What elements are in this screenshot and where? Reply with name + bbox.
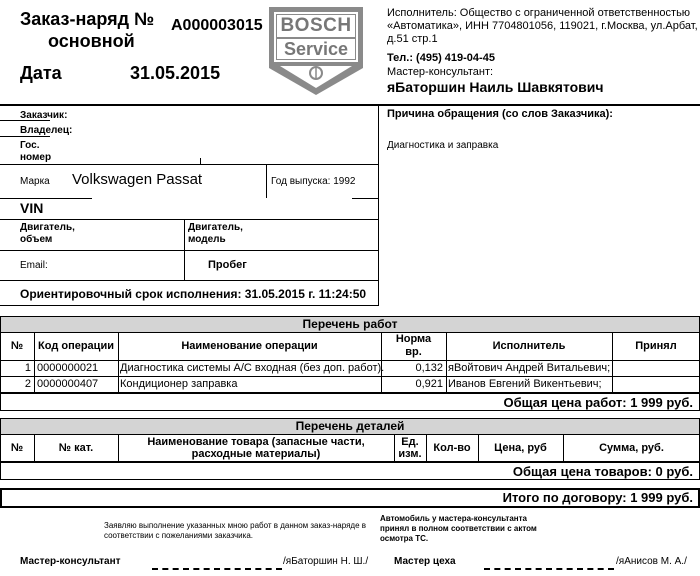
acceptance-line2: принял в полном соответствии с актом bbox=[380, 524, 537, 533]
logo-brand: BOSCH bbox=[280, 15, 352, 36]
owner-underline bbox=[0, 136, 50, 137]
master-sign-name: /яБаторшин Н. Ш./ bbox=[283, 556, 369, 567]
master-sign-label: Мастер-консультант bbox=[20, 556, 121, 567]
order-title: Заказ-наряд № bbox=[20, 9, 155, 29]
engine-model-label: Двигатель, bbox=[188, 222, 243, 233]
customer-label: Заказчик: bbox=[20, 110, 68, 121]
mileage-label: Пробег bbox=[208, 259, 247, 271]
vin-line-right bbox=[352, 198, 379, 199]
tick bbox=[200, 158, 201, 164]
works-header-norm: Норма bbox=[395, 333, 432, 345]
parts-header-sum: Сумма, руб. bbox=[599, 442, 664, 454]
email-label: Email: bbox=[20, 260, 48, 271]
master-sign-line bbox=[152, 568, 282, 570]
works-row1-line bbox=[0, 376, 700, 377]
acceptance-line1: Автомобиль у мастера-консультанта bbox=[380, 514, 527, 523]
works-row-executor: Иванов Евгений Викентьевич; bbox=[448, 378, 602, 390]
works-row2-line bbox=[0, 392, 700, 394]
reason-label: Причина обращения (со слов Заказчика): bbox=[387, 108, 613, 120]
works-header-accepted: Принял bbox=[635, 340, 677, 352]
contractor-line1: Исполнитель: Общество с ограниченной ответственностью bbox=[387, 7, 691, 19]
master-label: Мастер-консультант: bbox=[387, 66, 494, 78]
date-value: 31.05.2015 bbox=[130, 63, 221, 83]
works-row-code: 0000000407 bbox=[37, 378, 99, 390]
order-type: основной bbox=[48, 31, 135, 51]
parts-header-unit: Ед. bbox=[401, 436, 419, 448]
parts-header-unit-2: изм. bbox=[398, 448, 422, 460]
workshop-sign-line bbox=[484, 568, 614, 570]
date-label: Дата bbox=[20, 63, 62, 83]
plate-label-2: номер bbox=[20, 152, 52, 163]
works-header-num: № bbox=[10, 340, 24, 352]
vin-bottom-line bbox=[0, 219, 379, 220]
email-bottom-line bbox=[0, 280, 379, 281]
works-title: Перечень работ bbox=[302, 317, 398, 331]
parts-header-num: № bbox=[10, 442, 24, 454]
works-total: Общая цена работ: 1 999 руб. bbox=[503, 395, 693, 410]
contractor-line3: д.51 стр.1 bbox=[387, 33, 438, 45]
works-row-norm: 0,132 bbox=[415, 362, 443, 374]
vin-label: VIN bbox=[20, 200, 44, 216]
engine-model-label-2: модель bbox=[188, 234, 226, 245]
deadline: Ориентировочный срок исполнения: 31.05.2015 г. 11:24:50 bbox=[20, 287, 367, 301]
logo-service: Service bbox=[283, 39, 349, 59]
engine-volume-label: Двигатель, bbox=[20, 222, 75, 233]
workshop-sign-name: /яАнисов М. А./ bbox=[616, 556, 687, 567]
brand-label: Марка bbox=[20, 176, 50, 187]
works-row-name: Диагностика системы А/С входная (без доп. работ). bbox=[120, 362, 385, 374]
works-header-line bbox=[0, 360, 700, 361]
parts-header-name: Наименование товара (запасные части, bbox=[147, 436, 365, 448]
works-header-code: Код операции bbox=[38, 340, 114, 352]
parts-header-cat: № кат. bbox=[58, 442, 94, 454]
statement-line1: Заявляю выполнение указанных мною работ в данном заказ-наряде в bbox=[104, 521, 367, 530]
reason-value: Диагностика и заправка bbox=[387, 140, 499, 151]
owner-label: Владелец: bbox=[20, 125, 73, 136]
works-header-name: Наименование операции bbox=[181, 340, 318, 352]
acceptance-line3: осмотра ТС. bbox=[380, 534, 429, 543]
parts-title: Перечень деталей bbox=[295, 419, 405, 433]
parts-header-qty: Кол-во bbox=[433, 442, 471, 454]
brand-value: Volkswagen Passat bbox=[72, 171, 203, 188]
works-row-name: Кондиционер заправка bbox=[120, 378, 238, 390]
contractor-line2: «Автоматика», ИНН 7704801056, 119021, г.Москва, ул.Арбат, bbox=[387, 20, 698, 32]
works-row-code: 0000000021 bbox=[37, 362, 99, 374]
works-header-executor: Исполнитель bbox=[492, 340, 566, 352]
works-header-norm-2: вр. bbox=[405, 346, 422, 358]
header-separator bbox=[0, 104, 700, 106]
parts-header-name-2: расходные материалы) bbox=[191, 448, 321, 460]
master-name: яБаторшин Наиль Шавкятович bbox=[387, 79, 604, 95]
plate-label: Гос. bbox=[20, 140, 40, 151]
year-label: Год выпуска: 1992 bbox=[271, 176, 356, 187]
contract-total: Итого по договору: 1 999 руб. bbox=[502, 490, 693, 505]
vin-line-left bbox=[0, 198, 92, 199]
order-number: A000003015 bbox=[171, 17, 263, 34]
contractor-phone: Тел.: (495) 419-04-45 bbox=[387, 52, 495, 64]
bosch-service-logo bbox=[268, 6, 364, 96]
engine-bottom-line bbox=[0, 250, 379, 251]
works-row-executor: яВойтович Андрей Витальевич; bbox=[448, 362, 611, 374]
customer-underline bbox=[0, 120, 50, 121]
works-row-norm: 0,921 bbox=[415, 378, 443, 390]
works-row-num: 2 bbox=[24, 378, 31, 390]
works-row-num: 1 bbox=[24, 362, 31, 374]
statement-line2: соответствии с пожеланиями заказчика. bbox=[104, 531, 253, 540]
workshop-sign-label: Мастер цеха bbox=[394, 556, 456, 567]
parts-total: Общая цена товаров: 0 руб. bbox=[512, 464, 693, 479]
brand-divider bbox=[266, 164, 267, 198]
parts-header-line bbox=[0, 461, 700, 463]
parts-header-price: Цена, руб bbox=[494, 442, 547, 454]
engine-volume-label-2: объем bbox=[20, 234, 53, 245]
